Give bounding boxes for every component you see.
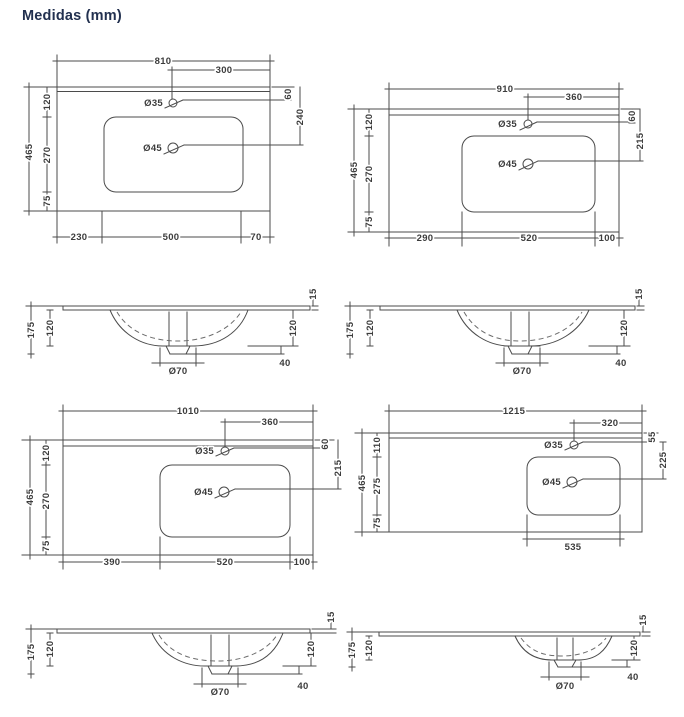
dimension-lines <box>348 83 643 246</box>
dim-back-to-drain: 215 <box>333 459 344 477</box>
label-tap-hole: Ø35 <box>498 119 517 130</box>
label-drain-hole: Ø45 <box>143 143 162 154</box>
dim-back-margin: 120 <box>42 93 53 111</box>
slab-outline <box>57 629 310 633</box>
dim-back-to-tap: 55 <box>647 431 658 443</box>
bowl-inner-dashed <box>117 312 241 341</box>
leader-lines <box>519 122 538 170</box>
dim-edge-thickness: 15 <box>308 288 319 300</box>
bowl-inner-dashed <box>521 638 606 656</box>
label-drain-hole: Ø45 <box>542 477 561 488</box>
dim-edge-thickness: 15 <box>326 611 337 623</box>
dim-bowl-depth-right: 120 <box>288 319 299 337</box>
countertop-outline <box>63 440 313 555</box>
bowl-inner-dashed <box>159 635 277 661</box>
dim-left-margin: 290 <box>416 233 434 244</box>
dim-basin-depth: 270 <box>42 146 53 164</box>
dim-right-margin: 70 <box>250 232 262 243</box>
dim-front-margin: 75 <box>364 216 375 228</box>
dim-edge-thickness: 15 <box>634 288 645 300</box>
dim-bowl-depth-right: 120 <box>306 640 317 658</box>
slab-outline <box>379 632 640 636</box>
dim-back-to-drain: 240 <box>295 108 306 126</box>
dim-total-height: 175 <box>345 321 356 339</box>
plan-view-1215 <box>355 405 669 553</box>
dim-overall-depth: 465 <box>357 474 368 492</box>
plan-view-1010 <box>22 405 344 569</box>
bowl-outline <box>152 633 283 674</box>
dim-total-height: 175 <box>26 321 37 339</box>
section-view-1010 <box>26 611 337 698</box>
label-drain-hole: Ø45 <box>498 159 517 170</box>
dim-front-margin: 75 <box>372 517 383 529</box>
dim-overall-width: 1215 <box>502 406 526 417</box>
dimension-lines <box>24 55 303 243</box>
dim-back-margin: 120 <box>364 113 375 131</box>
dim-back-to-drain: 225 <box>658 451 669 469</box>
dim-back-to-tap: 60 <box>283 88 294 100</box>
label-tap-hole: Ø35 <box>144 98 163 109</box>
dim-back-margin: 120 <box>41 444 52 462</box>
label-drain-dia: Ø70 <box>210 687 230 698</box>
dim-basin-width: 535 <box>564 542 582 553</box>
dim-basin-width: 500 <box>162 232 180 243</box>
dim-total-height: 175 <box>347 641 358 659</box>
slab-outline <box>380 306 635 310</box>
dim-bowl-depth-right: 120 <box>619 319 630 337</box>
section-view-810 <box>26 288 319 377</box>
dim-bowl-depth: 120 <box>45 319 56 337</box>
section-view-1215 <box>347 614 650 692</box>
dim-basin-width: 520 <box>216 557 234 568</box>
dim-back-margin: 110 <box>372 436 383 454</box>
dim-basin-depth: 270 <box>364 165 375 183</box>
dim-overall-width: 1010 <box>176 406 200 417</box>
leader-lines <box>164 100 184 154</box>
dim-tap-from-right: 360 <box>565 92 583 103</box>
dim-front-margin: 75 <box>41 540 52 552</box>
slab-outline <box>63 306 310 310</box>
dim-drain-projection: 40 <box>297 681 309 692</box>
dim-edge-thickness: 15 <box>638 614 649 626</box>
dim-drain-projection: 40 <box>279 358 291 369</box>
dim-bowl-depth: 120 <box>365 319 376 337</box>
dim-right-margin: 100 <box>293 557 311 568</box>
section-view-910 <box>345 288 645 377</box>
label-drain-dia: Ø70 <box>512 366 532 377</box>
dim-bowl-depth: 120 <box>364 639 375 657</box>
dimension-lines <box>26 611 336 687</box>
dim-back-to-tap: 60 <box>627 110 638 122</box>
basin-outline <box>527 457 620 515</box>
dim-basin-depth: 270 <box>41 492 52 510</box>
label-tap-hole: Ø35 <box>544 440 563 451</box>
dimension-lines <box>355 405 666 546</box>
basin-outline <box>462 136 595 212</box>
plan-view-910 <box>348 83 646 246</box>
dim-left-margin: 390 <box>103 557 121 568</box>
plan-view-810 <box>24 55 306 243</box>
dim-bowl-depth-right: 120 <box>629 639 640 657</box>
dim-right-margin: 100 <box>598 233 616 244</box>
label-tap-hole: Ø35 <box>195 446 214 457</box>
label-drain-dia: Ø70 <box>555 681 575 692</box>
dim-back-to-tap: 60 <box>320 438 331 450</box>
dim-overall-width: 910 <box>496 84 514 95</box>
dim-tap-from-right: 300 <box>215 65 233 76</box>
dim-overall-depth: 465 <box>349 161 360 179</box>
dimension-lines <box>345 288 644 366</box>
countertop-outline <box>389 433 642 532</box>
bowl-outline <box>515 636 612 667</box>
dim-tap-from-right: 360 <box>261 417 279 428</box>
dim-back-to-drain: 215 <box>635 132 646 150</box>
label-drain-dia: Ø70 <box>168 366 188 377</box>
dim-drain-projection: 40 <box>627 672 639 683</box>
dimension-lines <box>347 614 650 680</box>
tap-hole <box>524 120 532 128</box>
dim-drain-projection: 40 <box>615 358 627 369</box>
dim-front-margin: 75 <box>42 195 53 207</box>
bowl-outline <box>110 310 248 354</box>
label-drain-hole: Ø45 <box>194 487 213 498</box>
dimension-lines <box>22 405 341 569</box>
dim-left-margin: 230 <box>70 232 88 243</box>
dim-total-height: 175 <box>26 643 37 661</box>
dim-overall-depth: 465 <box>24 143 35 161</box>
basin-outline <box>104 117 243 192</box>
dim-basin-width: 520 <box>520 233 538 244</box>
bowl-outline <box>457 310 589 354</box>
dim-basin-depth: 275 <box>372 477 383 495</box>
dim-tap-from-right: 320 <box>601 418 619 429</box>
dim-overall-width: 810 <box>154 56 172 67</box>
page-title: Medidas (mm) <box>22 8 122 24</box>
dim-bowl-depth: 120 <box>45 640 56 658</box>
basin-outline <box>160 465 290 537</box>
dim-overall-depth: 465 <box>25 488 36 506</box>
